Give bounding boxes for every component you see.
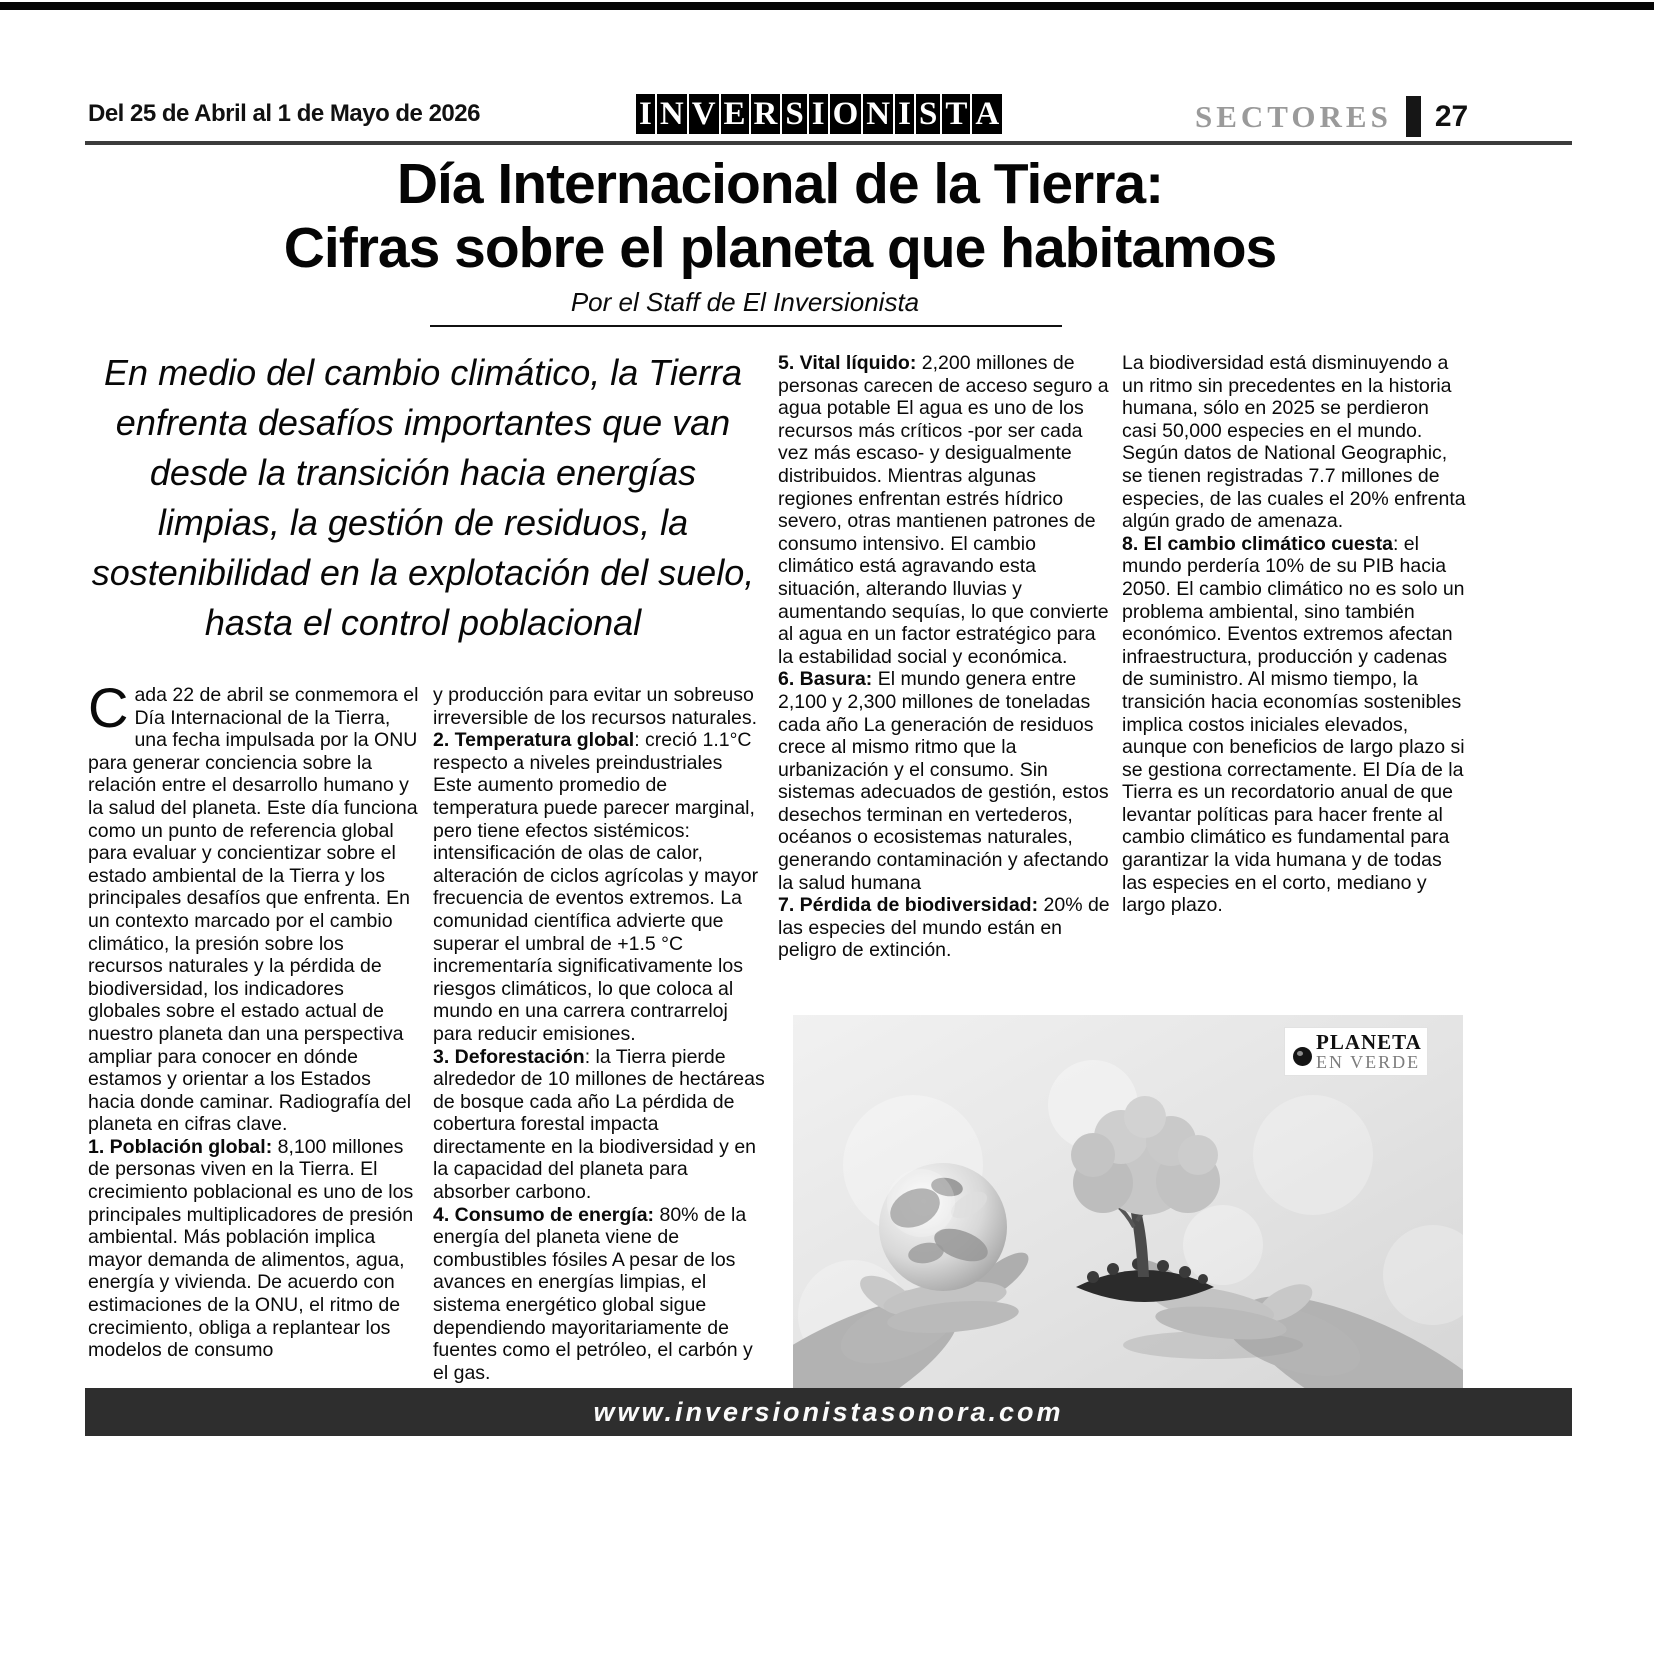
article-paragraph [778, 352, 1110, 668]
masthead-letter-tile: I [895, 94, 914, 134]
badge-text [1316, 1032, 1422, 1071]
footer-url: www.inversionistasonora.com [593, 1396, 1064, 1427]
masthead-letter-tile: S [916, 94, 940, 134]
article-column-1 [88, 676, 420, 1362]
masthead-letter-tile: I [636, 94, 655, 134]
page-top-border [0, 2, 1654, 10]
lead-paragraph: En medio del cambio climático, la Tierra enfrenta desafíos importantes que van desde la transición hacia energías limpias, la gestión de residuos, la sostenibilidad en la explotación del suelo, hasta el control poblacional [91, 352, 755, 643]
masthead-letter-tile: N [657, 94, 687, 134]
byline-rule [430, 325, 1062, 327]
text-run: 6. Basura: [778, 668, 878, 691]
article-paragraph [1122, 352, 1468, 533]
article-title [0, 152, 1560, 280]
article-title-line1: Día Internacional de la Tierra: [396, 152, 1164, 216]
text-run: 8. El cambio climático cuesta [1122, 532, 1393, 555]
article-paragraph [88, 676, 420, 1136]
planeta-en-verde-badge [1285, 1028, 1427, 1075]
article-paragraph [433, 684, 765, 729]
text-run: El mundo genera entre 2,100 y 2,300 millones de toneladas cada año La generación de residuos crece al mismo ritmo que la urbanización y el consumo. Sin sistemas adecuados de gestión, estos desechos terminan en vertederos, océanos o ecosistemas naturales, generando contaminación y afectando la salud humana [778, 668, 1109, 894]
masthead-letter-tile: E [721, 94, 749, 134]
page-number: 27 [1434, 99, 1469, 133]
text-run: 5. Vital líquido: [778, 352, 922, 374]
article-paragraph [433, 1046, 765, 1204]
article-paragraph [433, 729, 765, 1045]
text-run: 3. Deforestación [433, 1045, 585, 1068]
masthead-letter-tile: R [751, 94, 781, 134]
text-run: 20% de las especies del mundo están en peligro de extinción. [778, 894, 1110, 962]
masthead-letter-tile: A [972, 94, 1002, 134]
page-number-divider [1406, 96, 1421, 137]
footer-bar [85, 1388, 1572, 1436]
masthead-letter-tile: O [830, 94, 862, 134]
drop-cap: C [88, 676, 129, 739]
article-column-2 [433, 684, 765, 1384]
text-run: 8,100 millones de personas viven en la Tierra. El crecimiento poblacional es uno de los principales multiplicadores de presión ambiental. Más población implica mayor demanda de alimentos, agua, energía y vivienda. De acuerdo con estimaciones de la ONU, el ritmo de crecimiento, obliga a replantear los modelos de consumo [88, 1135, 414, 1362]
byline: Por el Staff de El Inversionista [570, 287, 920, 317]
date-range: Del 25 de Abril al 1 de Mayo de 2026 [88, 100, 480, 127]
masthead-letter-tile: N [863, 94, 893, 134]
article-paragraph [433, 1204, 765, 1385]
badge-dot-icon [1293, 1047, 1312, 1066]
masthead-letter-tile: V [689, 94, 719, 134]
badge-line2: EN VERDE [1316, 1052, 1421, 1072]
article-column-4 [1122, 352, 1468, 917]
masthead-letter-tile: S [782, 94, 806, 134]
article-title-line2: Cifras sobre el planeta que habitamos [283, 216, 1277, 280]
text-run: La biodiversidad está disminuyendo a un ritmo sin precedentes en la historia humana, sólo en 2025 se perdieron casi 50,000 especies en el mundo. Según datos de National Geographic, se tienen registradas 7.7 millones de especies, de las cuales el 20% enfrenta algún grado de amenaza. [1122, 352, 1466, 533]
text-run: : la Tierra pierde alrededor de 10 millones de hectáreas de bosque cada año La pérdida de cobertura forestal impacta directamente en la biodiversidad y en la capacidad del planeta para absorber carbono. [433, 1045, 765, 1204]
article-paragraph [778, 894, 1110, 962]
text-run: y producción para evitar un sobreuso irreversible de los recursos naturales. [433, 684, 758, 729]
masthead-letter-tile: T [942, 94, 970, 134]
badge-line1: PLANETA [1316, 1030, 1422, 1054]
text-run: ada 22 de abril se conmemora el Día Internacional de la Tierra, una fecha impulsada por la ONU para generar conciencia sobre la relación entre el desarrollo humano y la salud del planeta. Este día funciona como un punto de referencia global para evaluar y concientizar sobre el estado ambiental de la Tierra y los principales desafíos que enfrenta. En un contexto marcado por el cambio climático, la presión sobre los recursos naturales y la pérdida de biodiversidad, los indicadores globales sobre el estado actual de nuestro planeta dan una perspectiva ampliar para conocer en dónde estamos y orientar a los Estados hacia donde caminar. Radiografía del planeta en cifras clave. [88, 684, 419, 1136]
masthead-letter-tile: I [809, 94, 828, 134]
text-run: 4. Consumo de energía: [433, 1203, 660, 1226]
section-label: SECTORES [1195, 98, 1392, 134]
text-run: 80% de la energía del planeta viene de combustibles fósiles A pesar de los avances en energías limpias, el sistema energético global sigue dependiendo mayoritariamente de fuentes como el petróleo, el carbón y el gas. [433, 1203, 753, 1384]
article-photo [793, 1015, 1463, 1389]
earth-globe [879, 1163, 1007, 1291]
text-run: : creció 1.1°C respecto a niveles preindustriales Este aumento promedio de temperatura puede parecer marginal, pero tiene efectos sistémicos: intensificación de olas de calor, alteración de ciclos agrícolas y mayor frecuencia de eventos extremos. La comunidad científica advierte que superar el umbral de +1.5 °C incrementaría significativamente los riesgos climáticos, lo que coloca al mundo en una carrera contrarreloj para reducir emisiones. [433, 729, 759, 1045]
text-run: 1. Población global: [88, 1135, 278, 1158]
header-rule [85, 141, 1572, 145]
article-paragraph [778, 668, 1110, 894]
text-run: 7. Pérdida de biodiversidad: [778, 894, 1044, 917]
article-paragraph [88, 1136, 420, 1362]
text-run: 2,200 millones de personas carecen de acceso seguro a agua potable El agua es uno de los recursos más críticos -por ser cada vez más escaso- y desigualmente distribuidos. Mientras algunas regiones enfrentan estrés hídrico severo, otras mantienen patrones de consumo intensivo. El cambio climático está agravando esta situación, alterando lluvias y aumentando sequías, lo que convierte al agua en un factor estratégico para la estabilidad social y económica. [778, 352, 1109, 668]
text-run: : el mundo perdería 10% de su PIB hacia 2050. El cambio climático no es solo un problema ambiental, sino también económico. Eventos extremos afectan infraestructura, producción y cadenas de suministro. Al mismo tiempo, la transición hacia economías sostenibles implica costos iniciales elevados, aunque con beneficios de largo plazo si se gestiona correctamente. El Día de la Tierra es un recordatorio anual de que levantar políticas para hacer frente al cambio climático es fundamental para garantizar la vida humana y de todas las especies en el corto, mediano y largo plazo. [1122, 532, 1465, 917]
article-column-3 [778, 352, 1110, 962]
article-paragraph [1122, 533, 1468, 917]
text-run: 2. Temperatura global [433, 729, 635, 752]
section-header [1195, 96, 1468, 137]
masthead-logo [636, 94, 1002, 134]
